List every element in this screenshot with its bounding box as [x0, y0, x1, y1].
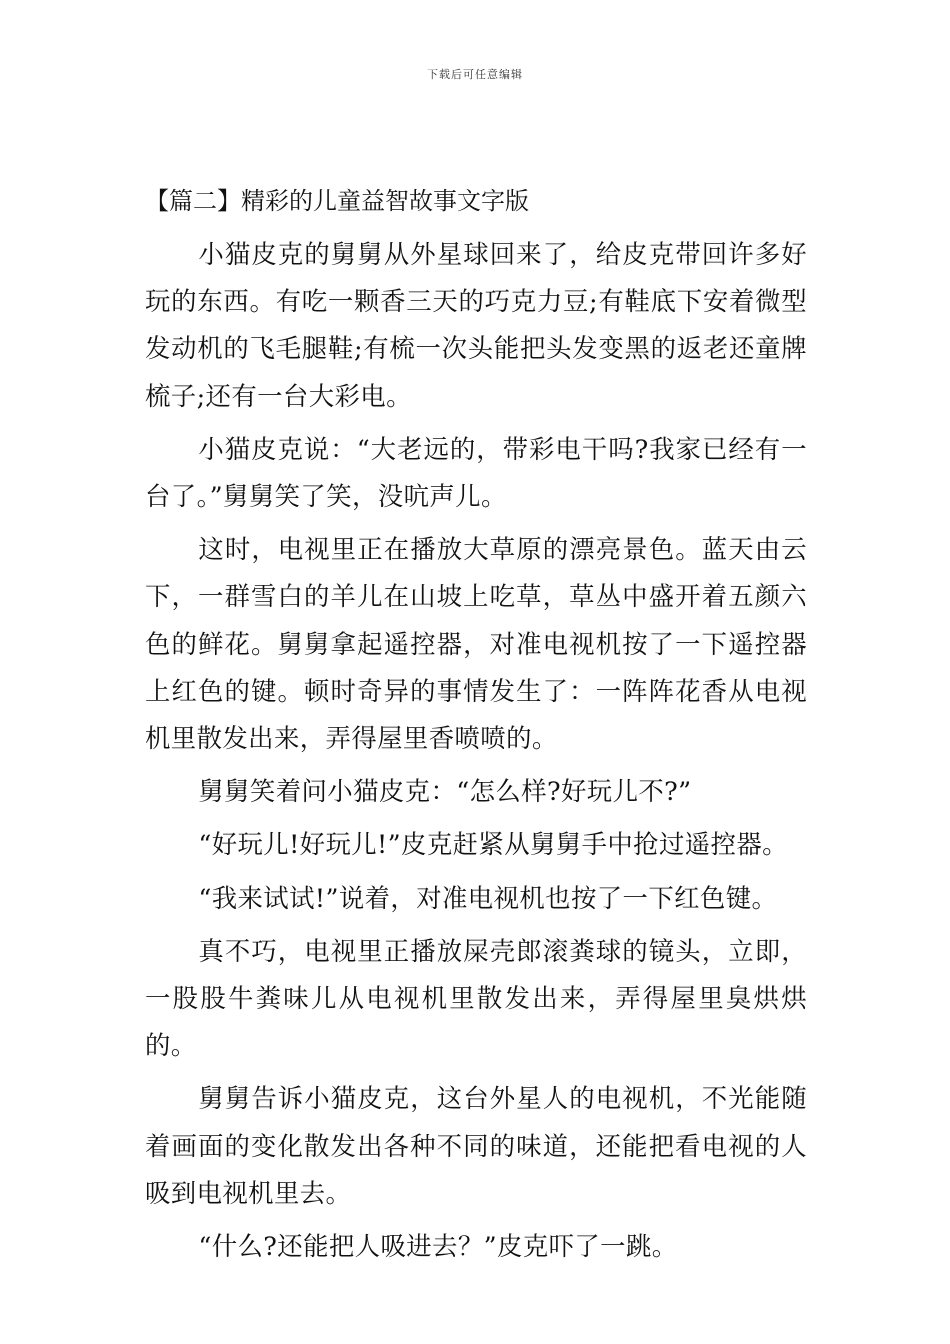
section-title: 【篇二】精彩的儿童益智故事文字版	[145, 187, 529, 215]
paragraph-5: “好玩儿!好玩儿!”皮克赶紧从舅舅手中抢过遥控器。	[198, 829, 788, 860]
paragraph-4: 舅舅笑着问小猫皮克：“怎么样?好玩儿不?”	[198, 776, 692, 807]
page-header-note: 下载后可任意编辑	[427, 68, 523, 81]
paragraph-8: 舅舅告诉小猫皮克，这台外星人的电视机，不光能随着画面的变化散发出各种不同的味道，还能把看电视的人吸到电视机里去。	[145, 1083, 807, 1208]
document-body	[145, 178, 807, 1276]
paragraph-3: 这时，电视里正在播放大草原的漂亮景色。蓝天由云下，一群雪白的羊儿在山坡上吃草，草丛中盛开着五颜六色的鲜花。舅舅拿起遥控器，对准电视机按了一下遥控器上红色的键。顿时奇异的事情发生了：一阵阵花香从电视机里散发出来，弄得屋里香喷喷的。	[145, 534, 807, 754]
paragraph-6: “我来试试!”说着，对准电视机也按了一下红色键。	[198, 882, 778, 913]
paragraph-2: 小猫皮克说：“大老远的，带彩电干吗?我家已经有一台了。”舅舅笑了笑，没吭声儿。	[145, 433, 807, 512]
paragraph-7: 真不巧，电视里正播放屎壳郎滚粪球的镜头，立即，一股股牛粪味儿从电视机里散发出来，弄得屋里臭烘烘的。	[145, 935, 807, 1061]
paragraph-9: “什么?还能把人吸进去？”皮克吓了一跳。	[198, 1231, 678, 1262]
paragraph-1: 小猫皮克的舅舅从外星球回来了，给皮克带回许多好玩的东西。有吃一颗香三天的巧克力豆;有鞋底下安着微型发动机的飞毛腿鞋;有梳一次头能把头发变黑的返老还童牌梳子;还有一台大彩电。	[145, 239, 807, 411]
